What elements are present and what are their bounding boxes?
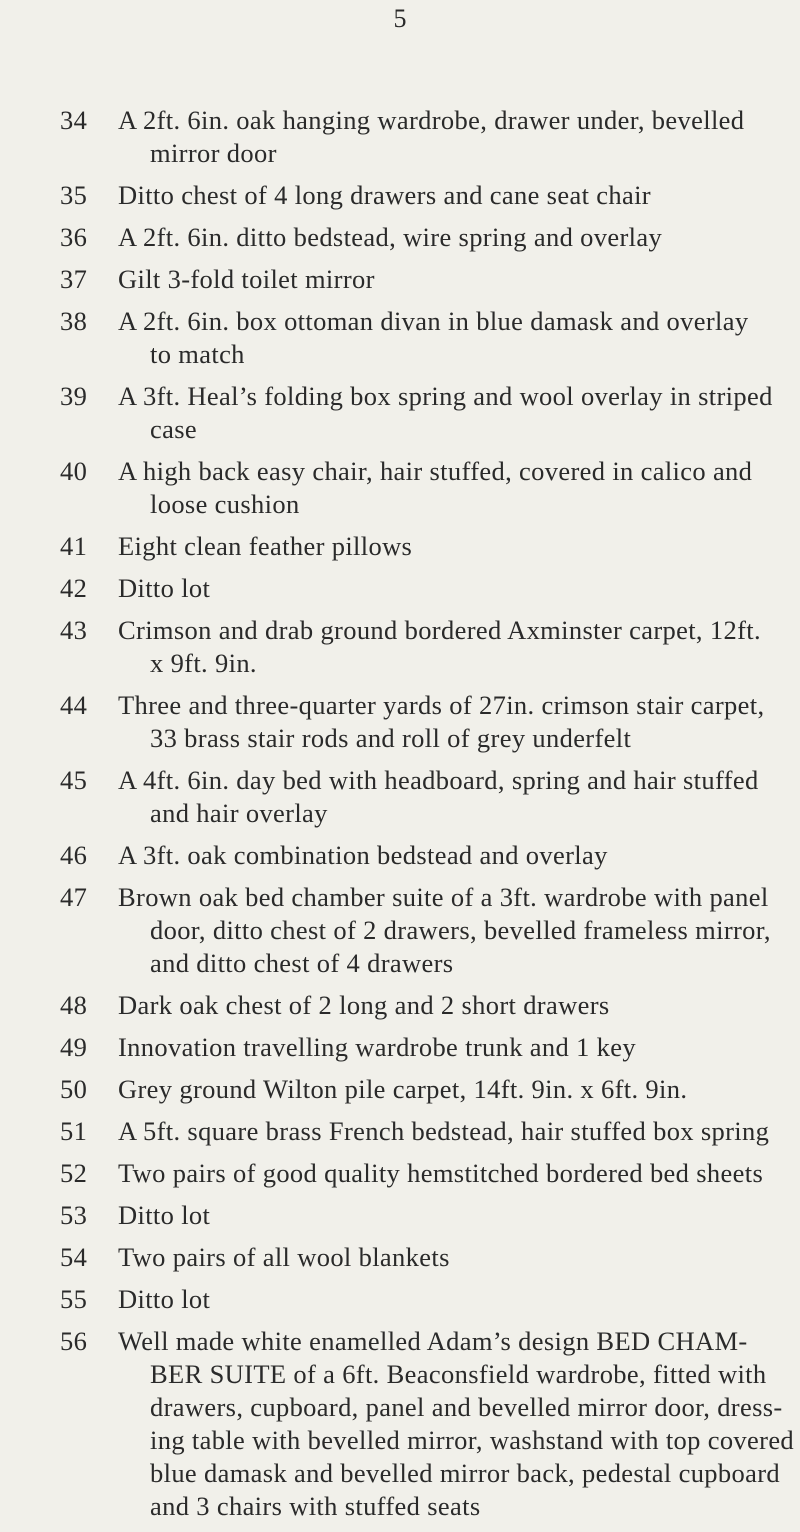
lot-description-line: A 5ft. square brass French bedstead, hair stuffed box spring bbox=[118, 1116, 770, 1146]
lot-description-line: to match bbox=[150, 339, 245, 369]
lot-item bbox=[60, 104, 780, 170]
lot-description bbox=[118, 614, 780, 680]
lot-description-line: A high back easy chair, hair stuffed, covered in calico and bbox=[118, 456, 753, 486]
lot-description-line: Dark oak chest of 2 long and 2 short drawers bbox=[118, 990, 610, 1020]
lot-description-line: Three and three-quarter yards of 27in. crimson stair carpet, bbox=[118, 690, 765, 720]
lot-description bbox=[118, 1073, 780, 1106]
lot-item bbox=[60, 1157, 780, 1190]
lot-item bbox=[60, 1283, 780, 1316]
lot-description-line: Brown oak bed chamber suite of a 3ft. wardrobe with panel bbox=[118, 882, 769, 912]
lot-description-line: A 3ft. Heal’s folding box spring and wool overlay in striped bbox=[118, 381, 773, 411]
lot-description bbox=[118, 989, 780, 1022]
lot-description-line: drawers, cupboard, panel and bevelled mirror door, dress- bbox=[150, 1392, 783, 1422]
lot-description bbox=[118, 1241, 780, 1274]
lot-description-line: door, ditto chest of 2 drawers, bevelled frameless mirror, bbox=[150, 915, 771, 945]
lot-description-line: BER SUITE of a 6ft. Beaconsfield wardrobe, fitted with bbox=[150, 1359, 767, 1389]
lot-description-line: mirror door bbox=[150, 138, 277, 168]
lot-item bbox=[60, 179, 780, 212]
lot-item bbox=[60, 1031, 780, 1064]
lot-item bbox=[60, 221, 780, 254]
lot-number: 47 bbox=[60, 882, 88, 912]
lot-description-line: and ditto chest of 4 drawers bbox=[150, 948, 454, 978]
lot-number: 41 bbox=[60, 531, 88, 561]
lot-description-line: Crimson and drab ground bordered Axminster carpet, 12ft. bbox=[118, 615, 761, 645]
lot-description bbox=[118, 1031, 780, 1064]
lot-description bbox=[118, 305, 780, 371]
lot-description bbox=[118, 839, 780, 872]
lot-description-line: and 3 chairs with stuffed seats bbox=[150, 1491, 481, 1521]
lot-number: 44 bbox=[60, 690, 88, 720]
lot-item bbox=[60, 455, 780, 521]
page-number: 5 bbox=[393, 4, 407, 33]
lot-description bbox=[118, 572, 780, 605]
lot-description bbox=[118, 179, 780, 212]
lot-description bbox=[118, 881, 780, 980]
lot-description-line: Ditto lot bbox=[118, 573, 211, 603]
lot-description-line: Ditto lot bbox=[118, 1284, 211, 1314]
lot-item bbox=[60, 1325, 795, 1523]
lot-description bbox=[118, 104, 780, 170]
lot-item bbox=[60, 689, 780, 755]
lot-number: 37 bbox=[60, 264, 88, 294]
lot-number: 36 bbox=[60, 222, 88, 252]
lot-description bbox=[118, 689, 780, 755]
lot-description bbox=[118, 764, 780, 830]
lot-list bbox=[60, 104, 795, 1532]
lot-description-line: Ditto chest of 4 long drawers and cane seat chair bbox=[118, 180, 651, 210]
lot-description bbox=[118, 263, 780, 296]
lot-description bbox=[118, 530, 780, 563]
lot-description-line: A 2ft. 6in. ditto bedstead, wire spring and overlay bbox=[118, 222, 663, 252]
lot-description-line: blue damask and bevelled mirror back, pedestal cupboard bbox=[150, 1458, 780, 1488]
lot-item bbox=[60, 305, 780, 371]
lot-description-line: case bbox=[150, 414, 197, 444]
lot-item bbox=[60, 263, 780, 296]
lot-number: 39 bbox=[60, 381, 88, 411]
lot-number: 54 bbox=[60, 1242, 88, 1272]
lot-number: 35 bbox=[60, 180, 88, 210]
lot-item bbox=[60, 839, 780, 872]
lot-number: 52 bbox=[60, 1158, 88, 1188]
lot-description-line: Well made white enamelled Adam’s design BED CHAM- bbox=[118, 1326, 748, 1356]
lot-number: 45 bbox=[60, 765, 88, 795]
lot-description-line: ing table with bevelled mirror, washstand with top covered bbox=[150, 1425, 795, 1455]
lot-number: 56 bbox=[60, 1326, 88, 1356]
lot-number: 40 bbox=[60, 456, 88, 486]
lot-item bbox=[60, 764, 780, 830]
lot-description-line: 33 brass stair rods and roll of grey underfelt bbox=[150, 723, 632, 753]
lot-description-line: A 2ft. 6in. oak hanging wardrobe, drawer under, bevelled bbox=[118, 105, 745, 135]
lot-number: 48 bbox=[60, 990, 88, 1020]
lot-description-line: loose cushion bbox=[150, 489, 300, 519]
lot-description-line: and hair overlay bbox=[150, 798, 328, 828]
lot-description-line: Grey ground Wilton pile carpet, 14ft. 9in. x 6ft. 9in. bbox=[118, 1074, 688, 1104]
lot-description-line: A 3ft. oak combination bedstead and overlay bbox=[118, 840, 608, 870]
lot-item bbox=[60, 1073, 780, 1106]
lot-number: 38 bbox=[60, 306, 88, 336]
lot-description-line: Innovation travelling wardrobe trunk and 1 key bbox=[118, 1032, 636, 1062]
lot-description-line: A 2ft. 6in. box ottoman divan in blue damask and overlay bbox=[118, 306, 749, 336]
lot-description bbox=[118, 1325, 794, 1523]
lot-description-line: Eight clean feather pillows bbox=[118, 531, 413, 561]
lot-description bbox=[118, 221, 780, 254]
lot-number: 43 bbox=[60, 615, 88, 645]
lot-description-line: Two pairs of good quality hemstitched bordered bed sheets bbox=[118, 1158, 764, 1188]
lot-item bbox=[60, 380, 780, 446]
lot-item bbox=[60, 614, 780, 680]
lot-description bbox=[118, 1157, 780, 1190]
lot-item bbox=[60, 530, 780, 563]
lot-description-line: x 9ft. 9in. bbox=[150, 648, 257, 678]
lot-number: 49 bbox=[60, 1032, 88, 1062]
lot-item bbox=[60, 1241, 780, 1274]
lot-number: 42 bbox=[60, 573, 88, 603]
lot-item bbox=[60, 1199, 780, 1232]
lot-number: 51 bbox=[60, 1116, 88, 1146]
lot-description bbox=[118, 1199, 780, 1232]
lot-number: 34 bbox=[60, 105, 88, 135]
lot-item bbox=[60, 881, 780, 980]
lot-description bbox=[118, 455, 780, 521]
lot-description bbox=[118, 1283, 780, 1316]
lot-description-line: Gilt 3-fold toilet mirror bbox=[118, 264, 375, 294]
lot-description-line: Ditto lot bbox=[118, 1200, 211, 1230]
lot-description bbox=[118, 1115, 780, 1148]
lot-item bbox=[60, 989, 780, 1022]
lot-description-line: Two pairs of all wool blankets bbox=[118, 1242, 450, 1272]
lot-number: 46 bbox=[60, 840, 88, 870]
lot-number: 50 bbox=[60, 1074, 88, 1104]
lot-description bbox=[118, 380, 780, 446]
lot-item bbox=[60, 572, 780, 605]
lot-description-line: A 4ft. 6in. day bed with headboard, spring and hair stuffed bbox=[118, 765, 759, 795]
lot-number: 55 bbox=[60, 1284, 88, 1314]
lot-item bbox=[60, 1115, 780, 1148]
lot-number: 53 bbox=[60, 1200, 88, 1230]
